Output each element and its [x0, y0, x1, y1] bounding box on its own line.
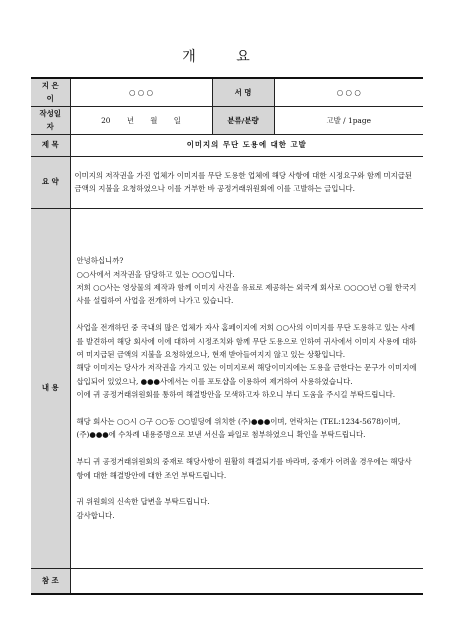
summary-row [31, 156, 423, 208]
date-row [31, 106, 423, 134]
document-title: 개 요 [182, 49, 268, 65]
reference-label: 참 조 [31, 568, 70, 594]
date-label: 작성일자 [31, 106, 70, 134]
content-line: 부디 귀 공정거래위원회의 중재로 해당사항이 원활히 해결되기를 바라며, 중재가 어려울 경우에는 해당사항에 대한 해결방안에 대한 조언 부탁드립니다. [76, 457, 412, 480]
content-line: 귀 위원회의 신속한 답변을 부탁드립니다. [76, 497, 210, 507]
content-line: ○○사에서 저작권을 담당하고 있는 ○○○입니다. [76, 269, 235, 279]
signature-label: 서 명 [212, 78, 274, 106]
content-line: 안녕하십니까? [76, 256, 124, 266]
summary-text: 이미지의 저작권을 가진 업체가 이미지를 무단 도용한 업체에 해당 사항에 대한 시정요구와 함께 미지급된 금액의 지불을 요청하였으나 이를 거부한 바 공정거래위원회에 이를 고발하는 글입니다. [70, 156, 423, 208]
paragraph-gap [77, 402, 418, 415]
content-label: 내 용 [31, 208, 70, 568]
reference-row [31, 568, 423, 594]
category-value: 고발 / 1page [274, 106, 423, 134]
subject-label: 제 목 [31, 134, 70, 156]
author-row [31, 78, 423, 106]
category-label: 분류/분량 [212, 106, 274, 134]
content-row [31, 208, 423, 568]
author-value: ○ ○ ○ [70, 78, 212, 106]
content-line: 저희 ○○사는 영상물의 제작과 함께 이미지 사진을 유료로 제공하는 외국계 회사로 ○○○○년 ○월 한국지사를 설립하여 사업을 전개하여 나가고 있습니다. [76, 282, 417, 306]
paragraph-gap [77, 308, 418, 321]
summary-label: 요 약 [31, 156, 70, 208]
paragraph-gap [77, 442, 418, 455]
date-value: 20 년 월 일 [70, 106, 212, 134]
reference-value [70, 568, 423, 594]
content-line: 감사합니다. [76, 510, 115, 520]
paragraph-gap [77, 482, 418, 495]
signature-value: ○ ○ ○ [274, 78, 423, 106]
content-line: 사업을 전개하던 중 국내의 많은 업체가 자사 홈페이지에 저희 ○○사의 이미지를 무단 도용하고 있는 사례를 발견하여 해당 회사에 이에 대하여 시정조치와 함께 무단 도용으로 인하여 귀사에서 이미지 사용에 대하여 미지급된 금액의 지불을 요청하였으나, 현재 받아들여지지 않고 있는 상황입니다. [76, 323, 417, 359]
content-body [70, 208, 423, 568]
subject-row [31, 134, 423, 156]
summary-form-table [31, 77, 423, 595]
author-label: 지 은 이 [31, 78, 70, 106]
subject-value: 이미지의 무단 도용에 대한 고발 [70, 134, 423, 156]
content-paragraphs [77, 254, 418, 522]
content-line: 이에 귀 공정거래위원회를 통하여 해결방안을 모색하고자 하오니 부디 도움을 주시길 부탁드립니다. [76, 390, 396, 400]
content-line: 해당 이미지는 당사가 저작권을 가지고 있는 이미지로써 해당이미지에는 도용을 금한다는 문구가 이미지에 삽입되어 있었으나, ●●●사에서는 이를 포토샵을 이용하여 제거하여 사용하였습니다. [76, 363, 417, 386]
content-line: 해당 회사는 ○○시 ○구 ○○동 ○○빌딩에 위치한 (주)●●●이며, 연락처는 (TEL:1234-5678)이며, (주)●●●에 수차례 내용증명으로 보낸 서신을 파일로 첨부하였으니 확인을 부탁드립니다. [76, 416, 401, 440]
